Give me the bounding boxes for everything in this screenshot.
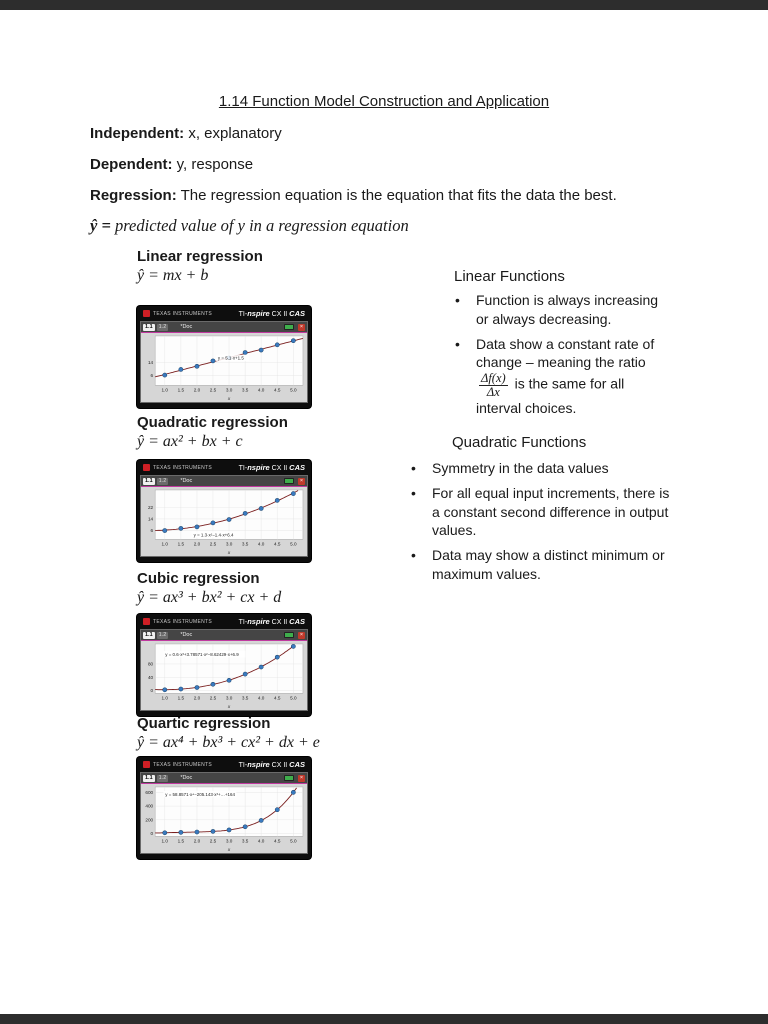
dependent-definition <box>90 156 253 173</box>
svg-text:2.5: 2.5 <box>209 387 217 393</box>
calc-bezel-header <box>137 460 311 475</box>
svg-text:2.5: 2.5 <box>209 695 217 701</box>
svg-text:5.0: 5.0 <box>290 838 297 844</box>
svg-text:4.0: 4.0 <box>257 838 265 844</box>
quadratic-bullet-2: For all equal input increments, there is a constant second difference in output values. <box>432 484 670 539</box>
svg-text:2.0: 2.0 <box>193 387 201 393</box>
yhat-text: predicted value of y in a regression equation <box>114 216 409 235</box>
calc-tabbar <box>141 630 307 641</box>
svg-text:2.5: 2.5 <box>209 838 217 844</box>
list-item <box>450 335 664 419</box>
close-icon: × <box>299 477 304 484</box>
calc-model-text: TI-nspire CX II CAS <box>238 760 305 769</box>
svg-text:4.0: 4.0 <box>257 387 265 393</box>
svg-text:y = 58.8571·x⁴−205.143·x³+…+16: y = 58.8571·x⁴−205.143·x³+…+164 <box>165 791 235 797</box>
svg-text:1.0: 1.0 <box>161 541 169 547</box>
battery-icon <box>284 478 294 484</box>
svg-text:600: 600 <box>145 790 154 796</box>
tab-page-1-2: 1.2 <box>158 631 167 638</box>
viewer-top-bar <box>0 0 768 10</box>
svg-text:3.0: 3.0 <box>225 695 233 701</box>
calc-tabbar <box>141 476 307 487</box>
calc-screen <box>140 772 308 854</box>
calculator-screenshot-linear <box>137 306 311 408</box>
regression-term: Regression: <box>90 187 177 204</box>
ti-logo-icon <box>143 310 150 317</box>
list-item <box>406 459 674 478</box>
svg-text:5.0: 5.0 <box>290 695 297 701</box>
svg-text:0: 0 <box>150 831 154 837</box>
calculator-screenshot-quartic <box>137 757 311 859</box>
svg-text:1.5: 1.5 <box>177 387 185 393</box>
list-item <box>450 291 664 329</box>
calc-bezel-header <box>137 306 311 321</box>
svg-text:3.5: 3.5 <box>241 387 249 393</box>
close-icon: × <box>299 774 304 781</box>
page-title: 1.14 Function Model Construction and Application <box>218 93 550 110</box>
svg-text:40: 40 <box>147 675 154 680</box>
calc-bezel-header <box>137 614 311 629</box>
linear-bullet-2-pre: Data show a constant rate of change – meaning the ratio <box>476 335 655 371</box>
quadratic-bullet-3: Data may show a distinct minimum or maximum values. <box>432 547 665 582</box>
calc-screen <box>140 475 308 557</box>
viewer-bottom-bar <box>0 1014 768 1024</box>
tab-page-1-1: 1.1 <box>145 323 153 330</box>
svg-text:22: 22 <box>147 505 154 510</box>
svg-text:1.5: 1.5 <box>177 838 185 844</box>
quartic-regression-equation: ŷ = ax⁴ + bx³ + cx² + dx + e <box>137 734 320 751</box>
ti-brand-text: TEXAS INSTRUMENTS <box>153 310 212 317</box>
calc-bezel-header <box>137 757 311 772</box>
svg-text:3.0: 3.0 <box>225 387 233 393</box>
calc-tabbar <box>141 322 307 333</box>
ti-brand <box>143 761 212 768</box>
svg-text:4.0: 4.0 <box>257 541 265 547</box>
doc-name: *Doc <box>180 632 193 638</box>
ti-logo-icon <box>143 761 150 768</box>
regression-graph <box>141 784 307 853</box>
svg-text:5.0: 5.0 <box>290 387 297 393</box>
ti-logo-icon <box>143 618 150 625</box>
quadratic-regression-equation: ŷ = ax² + bx + c <box>137 433 243 450</box>
quadratic-functions-title: Quadratic Functions <box>452 434 587 451</box>
independent-definition <box>90 125 282 142</box>
tab-page-1-2: 1.2 <box>158 477 167 484</box>
ti-brand-text: TEXAS INSTRUMENTS <box>153 464 212 471</box>
regression-graph <box>141 641 307 710</box>
doc-name: *Doc <box>180 775 193 781</box>
svg-text:4.5: 4.5 <box>274 387 281 393</box>
yhat-definition <box>90 216 409 236</box>
list-item <box>406 546 674 584</box>
fraction-denominator: Δx <box>486 385 500 400</box>
svg-text:6: 6 <box>150 373 154 379</box>
fraction-numerator: Δf(x) <box>481 371 506 385</box>
tab-page-1-2: 1.2 <box>158 323 167 330</box>
quadratic-functions-list <box>406 459 674 590</box>
calc-model-text: TI-nspire CX II CAS <box>238 463 305 472</box>
svg-text:6: 6 <box>150 528 154 534</box>
svg-text:2.0: 2.0 <box>193 541 201 547</box>
svg-text:80: 80 <box>147 661 154 667</box>
independent-text: x, explanatory <box>188 125 282 142</box>
svg-text:1.0: 1.0 <box>161 838 169 844</box>
svg-text:1.5: 1.5 <box>177 695 185 701</box>
bullet-icon: • <box>455 335 460 352</box>
svg-text:14: 14 <box>147 516 154 522</box>
battery-icon <box>284 775 294 781</box>
linear-functions-list <box>450 291 664 424</box>
svg-text:3.5: 3.5 <box>241 838 249 844</box>
svg-text:200: 200 <box>145 817 154 823</box>
svg-text:1.5: 1.5 <box>177 541 185 547</box>
svg-text:x: x <box>227 550 231 556</box>
dependent-term: Dependent: <box>90 156 173 173</box>
doc-name: *Doc <box>180 478 193 484</box>
svg-text:400: 400 <box>145 803 154 809</box>
svg-text:y = 1.3·x²−1.4·x+6.4: y = 1.3·x²−1.4·x+6.4 <box>193 532 234 538</box>
ti-brand <box>143 464 212 471</box>
svg-text:2.0: 2.0 <box>193 695 201 701</box>
independent-term: Independent: <box>90 125 185 142</box>
calc-screen <box>140 321 308 403</box>
tab-page-1-1: 1.1 <box>145 477 153 484</box>
svg-text:x: x <box>227 396 231 402</box>
quadratic-regression-heading: Quadratic regression <box>137 414 288 431</box>
linear-functions-title: Linear Functions <box>454 268 565 285</box>
regression-definition <box>90 187 617 204</box>
bullet-icon: • <box>411 484 416 501</box>
regression-graph <box>141 487 307 556</box>
regression-graph <box>141 333 307 402</box>
svg-text:1.0: 1.0 <box>161 387 169 393</box>
svg-text:1.0: 1.0 <box>161 695 169 701</box>
svg-text:y = 0.6·x³+3.78571·x²−8.62429·: y = 0.6·x³+3.78571·x²−8.62429·x+6.9 <box>165 651 239 657</box>
regression-text: The regression equation is the equation that fits the data the best. <box>180 187 617 204</box>
calc-model-text: TI-nspire CX II CAS <box>238 309 305 318</box>
quadratic-bullet-1: Symmetry in the data values <box>432 460 609 476</box>
ti-brand-text: TEXAS INSTRUMENTS <box>153 618 212 625</box>
tab-page-1-1: 1.1 <box>145 774 153 781</box>
svg-text:2.0: 2.0 <box>193 838 201 844</box>
cubic-regression-heading: Cubic regression <box>137 570 260 587</box>
svg-text:4.5: 4.5 <box>274 838 281 844</box>
delta-ratio-fraction <box>479 372 508 399</box>
tab-page-1-2: 1.2 <box>158 774 167 781</box>
svg-text:3.5: 3.5 <box>241 541 249 547</box>
calc-tabbar <box>141 773 307 784</box>
ti-brand <box>143 310 212 317</box>
calc-screen <box>140 629 308 711</box>
svg-text:x: x <box>227 704 231 710</box>
yhat-symbol: ŷ = <box>90 216 111 235</box>
svg-text:2.5: 2.5 <box>209 541 217 547</box>
svg-text:4.0: 4.0 <box>257 695 265 701</box>
cubic-regression-equation: ŷ = ax³ + bx² + cx + d <box>137 589 282 606</box>
calculator-screenshot-cubic <box>137 614 311 716</box>
linear-bullet-2 <box>476 335 664 419</box>
tab-page-1-1: 1.1 <box>145 631 153 638</box>
bullet-icon: • <box>411 547 416 563</box>
ti-brand <box>143 618 212 625</box>
ti-logo-icon <box>143 464 150 471</box>
close-icon: × <box>299 323 304 330</box>
svg-text:4.5: 4.5 <box>274 695 281 701</box>
battery-icon <box>284 324 294 330</box>
linear-bullet-1: Function is always increasing or always decreasing. <box>476 292 659 327</box>
svg-text:y = 5.1·x+1.5: y = 5.1·x+1.5 <box>217 355 244 361</box>
dependent-text: y, response <box>176 156 254 173</box>
calculator-screenshot-quadratic <box>137 460 311 562</box>
linear-bullet-2-post: is the same for all interval choices. <box>476 375 625 417</box>
close-icon: × <box>299 631 304 638</box>
bullet-icon: • <box>455 292 460 308</box>
calc-model-text: TI-nspire CX II CAS <box>238 617 305 626</box>
quartic-regression-heading: Quartic regression <box>137 715 271 732</box>
svg-text:3.0: 3.0 <box>225 838 233 844</box>
linear-regression-heading: Linear regression <box>137 248 263 265</box>
linear-regression-equation: ŷ = mx + b <box>137 267 209 284</box>
doc-name: *Doc <box>180 324 193 330</box>
svg-text:x: x <box>227 847 231 853</box>
svg-text:4.5: 4.5 <box>274 541 281 547</box>
bullet-icon: • <box>411 460 416 476</box>
svg-text:0: 0 <box>150 688 154 694</box>
battery-icon <box>284 632 294 638</box>
svg-text:5.0: 5.0 <box>290 541 297 547</box>
svg-text:3.0: 3.0 <box>225 541 233 547</box>
list-item <box>406 484 674 540</box>
svg-text:3.5: 3.5 <box>241 695 249 701</box>
ti-brand-text: TEXAS INSTRUMENTS <box>153 761 212 768</box>
svg-text:14: 14 <box>147 360 154 365</box>
